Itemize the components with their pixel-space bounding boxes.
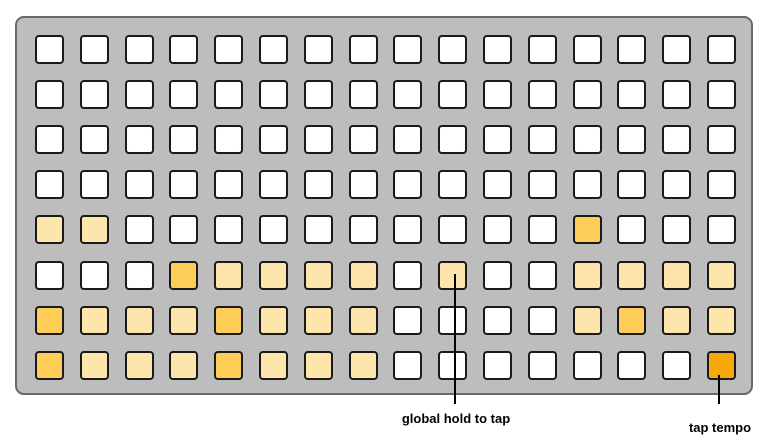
pad-r3-c15[interactable] bbox=[662, 125, 691, 154]
pad-r3-c5[interactable] bbox=[214, 125, 243, 154]
pad-r7-c2[interactable] bbox=[80, 306, 109, 335]
pad-r6-c2[interactable] bbox=[80, 261, 109, 290]
pad-r6-c1[interactable] bbox=[35, 261, 64, 290]
label-tap-tempo: tap tempo bbox=[688, 420, 752, 435]
pad-r2-c9[interactable] bbox=[393, 80, 422, 109]
pad-r2-c15[interactable] bbox=[662, 80, 691, 109]
pad-r8-c3[interactable] bbox=[125, 351, 154, 380]
pad-r1-c11[interactable] bbox=[483, 35, 512, 64]
pad-r3-c13[interactable] bbox=[573, 125, 602, 154]
pad-r3-c16[interactable] bbox=[707, 125, 736, 154]
pad-r4-c5[interactable] bbox=[214, 170, 243, 199]
pad-r2-c10[interactable] bbox=[438, 80, 467, 109]
pad-r7-c16[interactable] bbox=[707, 306, 736, 335]
pad-r7-c14[interactable] bbox=[617, 306, 646, 335]
pad-r1-c4[interactable] bbox=[169, 35, 198, 64]
pad-r6-c14[interactable] bbox=[617, 261, 646, 290]
pad-r4-c12[interactable] bbox=[528, 170, 557, 199]
pad-r5-c9[interactable] bbox=[393, 215, 422, 244]
pad-r8-c2[interactable] bbox=[80, 351, 109, 380]
pad-r5-c3[interactable] bbox=[125, 215, 154, 244]
pad-r2-c3[interactable] bbox=[125, 80, 154, 109]
pad-r2-c7[interactable] bbox=[304, 80, 333, 109]
pad-r2-c14[interactable] bbox=[617, 80, 646, 109]
pad-r2-c6[interactable] bbox=[259, 80, 288, 109]
pad-r2-c5[interactable] bbox=[214, 80, 243, 109]
pad-r3-c1[interactable] bbox=[35, 125, 64, 154]
pad-r2-c13[interactable] bbox=[573, 80, 602, 109]
pad-r7-c6[interactable] bbox=[259, 306, 288, 335]
pad-r8-c11[interactable] bbox=[483, 351, 512, 380]
pad-r5-c8[interactable] bbox=[349, 215, 378, 244]
pad-r7-c7[interactable] bbox=[304, 306, 333, 335]
pad-r7-c13[interactable] bbox=[573, 306, 602, 335]
pad-r4-c1[interactable] bbox=[35, 170, 64, 199]
pad-r3-c3[interactable] bbox=[125, 125, 154, 154]
pad-r5-c10[interactable] bbox=[438, 215, 467, 244]
pad-r8-c14[interactable] bbox=[617, 351, 646, 380]
pad-r1-c3[interactable] bbox=[125, 35, 154, 64]
pad-r7-c1[interactable] bbox=[35, 306, 64, 335]
pad-r1-c6[interactable] bbox=[259, 35, 288, 64]
pad-r2-c4[interactable] bbox=[169, 80, 198, 109]
pad-r5-c15[interactable] bbox=[662, 215, 691, 244]
pad-r7-c11[interactable] bbox=[483, 306, 512, 335]
pad-r5-c5[interactable] bbox=[214, 215, 243, 244]
pad-r1-c15[interactable] bbox=[662, 35, 691, 64]
pad-r6-c12[interactable] bbox=[528, 261, 557, 290]
pad-r8-c13[interactable] bbox=[573, 351, 602, 380]
pad-r4-c15[interactable] bbox=[662, 170, 691, 199]
pad-r1-c8[interactable] bbox=[349, 35, 378, 64]
pad-r7-c12[interactable] bbox=[528, 306, 557, 335]
pad-r8-c9[interactable] bbox=[393, 351, 422, 380]
pad-r2-c1[interactable] bbox=[35, 80, 64, 109]
pad-r8-c1[interactable] bbox=[35, 351, 64, 380]
pad-r6-c10[interactable] bbox=[438, 261, 467, 290]
pad-r3-c4[interactable] bbox=[169, 125, 198, 154]
pad-r6-c15[interactable] bbox=[662, 261, 691, 290]
pad-r5-c7[interactable] bbox=[304, 215, 333, 244]
pad-r6-c11[interactable] bbox=[483, 261, 512, 290]
pad-r5-c14[interactable] bbox=[617, 215, 646, 244]
pad-r8-c7[interactable] bbox=[304, 351, 333, 380]
grid-controller-board bbox=[15, 16, 753, 395]
pad-r4-c6[interactable] bbox=[259, 170, 288, 199]
pad-r6-c6[interactable] bbox=[259, 261, 288, 290]
pad-r1-c13[interactable] bbox=[573, 35, 602, 64]
pad-r3-c10[interactable] bbox=[438, 125, 467, 154]
pad-r8-c12[interactable] bbox=[528, 351, 557, 380]
pad-r5-c6[interactable] bbox=[259, 215, 288, 244]
pad-r1-c14[interactable] bbox=[617, 35, 646, 64]
pad-r7-c10[interactable] bbox=[438, 306, 467, 335]
pad-r1-c5[interactable] bbox=[214, 35, 243, 64]
pad-r6-c8[interactable] bbox=[349, 261, 378, 290]
pad-r1-c12[interactable] bbox=[528, 35, 557, 64]
pad-r8-c16[interactable] bbox=[707, 351, 736, 380]
pad-r3-c14[interactable] bbox=[617, 125, 646, 154]
pad-r4-c3[interactable] bbox=[125, 170, 154, 199]
pad-r6-c4[interactable] bbox=[169, 261, 198, 290]
pad-r4-c10[interactable] bbox=[438, 170, 467, 199]
pad-r4-c16[interactable] bbox=[707, 170, 736, 199]
label-global-hold-to-tap: global hold to tap bbox=[401, 411, 511, 426]
pad-r2-c12[interactable] bbox=[528, 80, 557, 109]
pad-r7-c5[interactable] bbox=[214, 306, 243, 335]
pad-r5-c12[interactable] bbox=[528, 215, 557, 244]
pad-r4-c4[interactable] bbox=[169, 170, 198, 199]
pad-r2-c11[interactable] bbox=[483, 80, 512, 109]
pointer-tap-tempo bbox=[718, 375, 720, 404]
pad-r4-c13[interactable] bbox=[573, 170, 602, 199]
pad-r7-c8[interactable] bbox=[349, 306, 378, 335]
pad-r4-c2[interactable] bbox=[80, 170, 109, 199]
pad-r5-c16[interactable] bbox=[707, 215, 736, 244]
pad-r3-c12[interactable] bbox=[528, 125, 557, 154]
pad-r1-c9[interactable] bbox=[393, 35, 422, 64]
pad-r8-c4[interactable] bbox=[169, 351, 198, 380]
pad-r7-c15[interactable] bbox=[662, 306, 691, 335]
pad-r8-c15[interactable] bbox=[662, 351, 691, 380]
pad-r4-c8[interactable] bbox=[349, 170, 378, 199]
pad-r4-c7[interactable] bbox=[304, 170, 333, 199]
pad-r1-c1[interactable] bbox=[35, 35, 64, 64]
pad-r2-c2[interactable] bbox=[80, 80, 109, 109]
pad-r3-c2[interactable] bbox=[80, 125, 109, 154]
pad-r8-c6[interactable] bbox=[259, 351, 288, 380]
pad-r6-c9[interactable] bbox=[393, 261, 422, 290]
pad-r1-c7[interactable] bbox=[304, 35, 333, 64]
pad-r4-c14[interactable] bbox=[617, 170, 646, 199]
pad-r6-c5[interactable] bbox=[214, 261, 243, 290]
pad-r5-c1[interactable] bbox=[35, 215, 64, 244]
pad-r3-c6[interactable] bbox=[259, 125, 288, 154]
pad-r5-c11[interactable] bbox=[483, 215, 512, 244]
pad-r6-c3[interactable] bbox=[125, 261, 154, 290]
pad-r4-c9[interactable] bbox=[393, 170, 422, 199]
pad-r5-c4[interactable] bbox=[169, 215, 198, 244]
pad-r8-c5[interactable] bbox=[214, 351, 243, 380]
pad-r3-c7[interactable] bbox=[304, 125, 333, 154]
pad-r7-c4[interactable] bbox=[169, 306, 198, 335]
pad-r6-c7[interactable] bbox=[304, 261, 333, 290]
pad-r1-c10[interactable] bbox=[438, 35, 467, 64]
pad-r6-c13[interactable] bbox=[573, 261, 602, 290]
pad-r5-c2[interactable] bbox=[80, 215, 109, 244]
pad-r3-c11[interactable] bbox=[483, 125, 512, 154]
pad-r7-c3[interactable] bbox=[125, 306, 154, 335]
pad-r1-c16[interactable] bbox=[707, 35, 736, 64]
pad-r5-c13[interactable] bbox=[573, 215, 602, 244]
pointer-global-hold-to-tap bbox=[454, 274, 456, 404]
pad-r3-c8[interactable] bbox=[349, 125, 378, 154]
pad-r2-c8[interactable] bbox=[349, 80, 378, 109]
pad-r8-c8[interactable] bbox=[349, 351, 378, 380]
pad-r6-c16[interactable] bbox=[707, 261, 736, 290]
pad-r1-c2[interactable] bbox=[80, 35, 109, 64]
pad-r3-c9[interactable] bbox=[393, 125, 422, 154]
pad-r8-c10[interactable] bbox=[438, 351, 467, 380]
pad-r2-c16[interactable] bbox=[707, 80, 736, 109]
pad-r4-c11[interactable] bbox=[483, 170, 512, 199]
pad-r7-c9[interactable] bbox=[393, 306, 422, 335]
